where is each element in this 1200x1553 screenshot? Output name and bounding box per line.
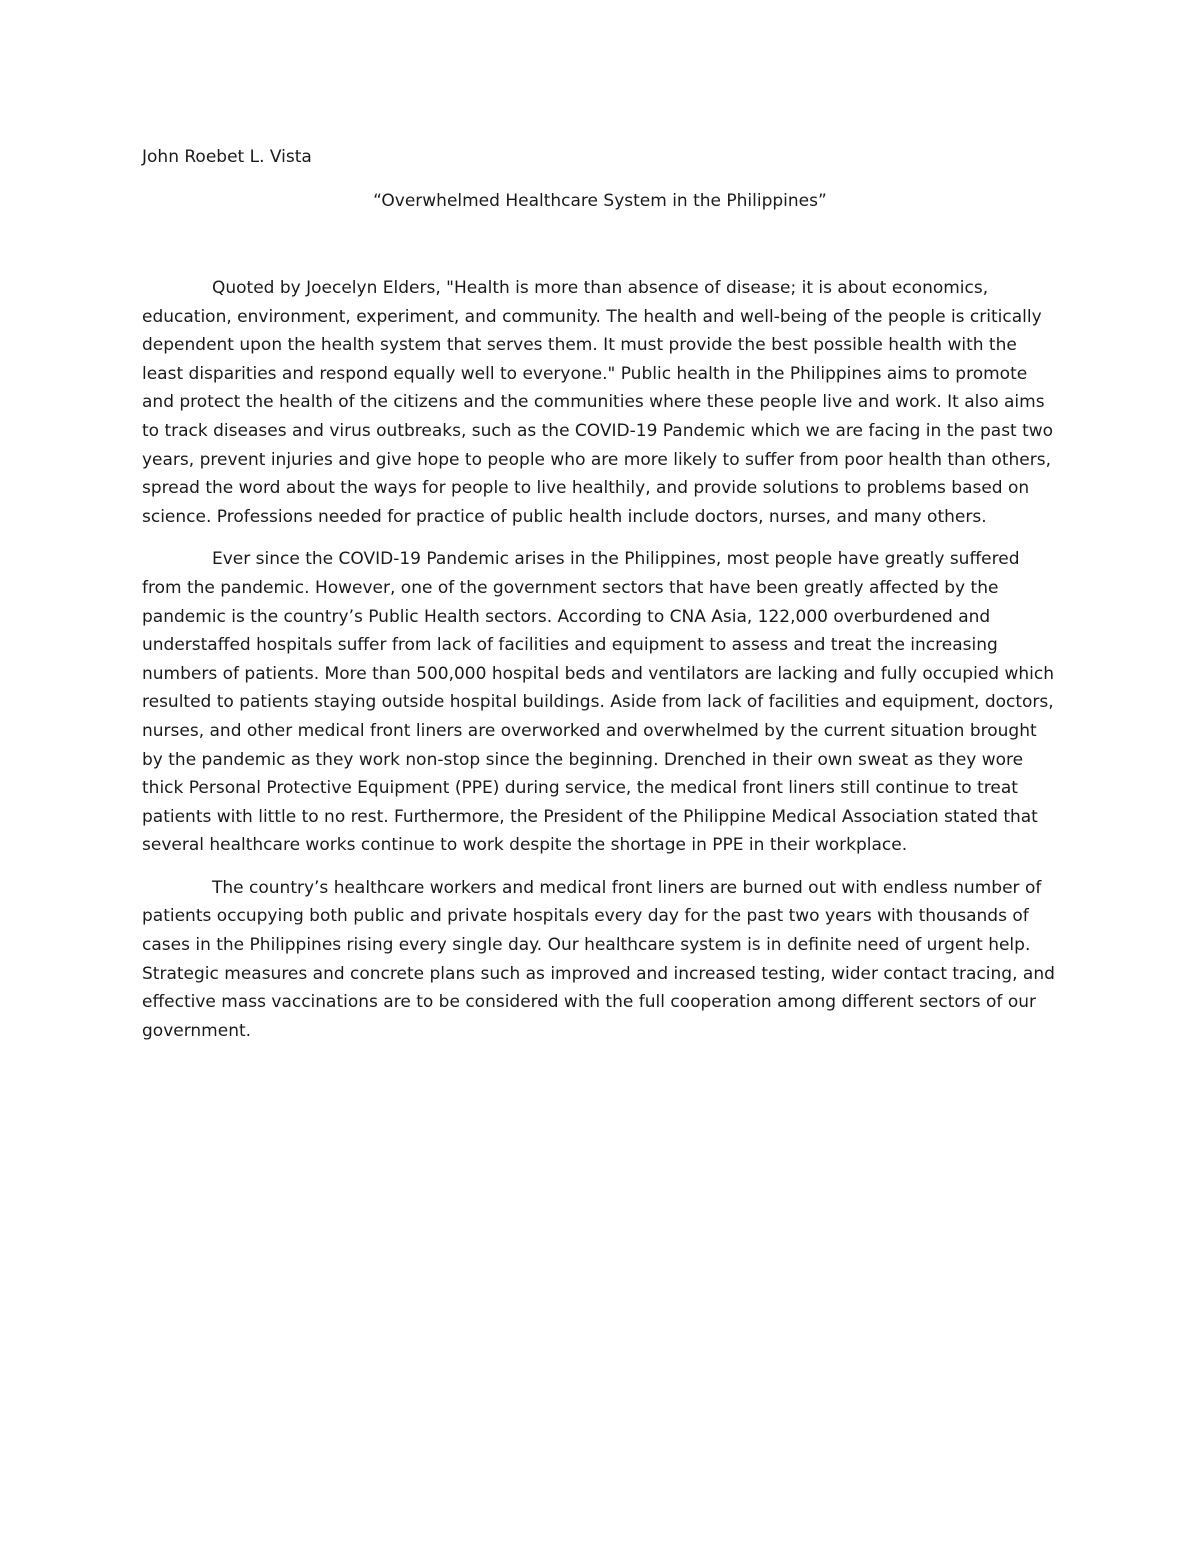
author-name: John Roebet L. Vista	[142, 147, 312, 167]
document-body	[142, 274, 1058, 1059]
paragraph-2: Ever since the COVID-19 Pandemic arises in the Philippines, most people have greatly suffered from the pandemic. However, one of the government sectors that have been greatly affected by the pandemic is the country’s Public Health sectors. According to CNA Asia, 122,000 overburdened and understaffed hospitals suffer from lack of facilities and equipment to assess and treat the increasing numbers of patients. More than 500,000 hospital beds and ventilators are lacking and fully occupied which resulted to patients staying outside hospital buildings. Aside from lack of facilities and equipment, doctors, nurses, and other medical front liners are overworked and overwhelmed by the current situation brought by the pandemic as they work non-stop since the beginning. Drenched in their own sweat as they wore thick Personal Protective Equipment (PPE) during service, the medical front liners still continue to treat patients with little to no rest. Furthermore, the President of the Philippine Medical Association stated that several healthcare works continue to work despite the shortage in PPE in their workplace.	[142, 549, 1054, 856]
paragraph-1: Quoted by Joecelyn Elders, "Health is more than absence of disease; it is about economics, education, environment, experiment, and community. The health and well-being of the people is critically dependent upon the health system that serves them. It must provide the best possible health with the least disparities and respond equally well to everyone." Public health in the Philippines aims to promote and protect the health of the citizens and the communities where these people live and work. It also aims to track diseases and virus outbreaks, such as the COVID-19 Pandemic which we are facing in the past two years, prevent injuries and give hope to people who are more likely to suffer from poor health than others, spread the word about the ways for people to live healthily, and provide solutions to problems based on science. Professions needed for practice of public health include doctors, nurses, and many others.	[142, 278, 1054, 527]
document-title: “Overwhelmed Healthcare System in the Philippines”	[373, 191, 827, 211]
paragraph-3: The country’s healthcare workers and medical front liners are burned out with endless number of patients occupying both public and private hospitals every day for the past two years with thousands of cases in the Philippines rising every single day. Our healthcare system is in definite need of urgent help. Strategic measures and concrete plans such as improved and increased testing, wider contact tracing, and effective mass vaccinations are to be considered with the full cooperation among different sectors of our government.	[142, 877, 1055, 1041]
